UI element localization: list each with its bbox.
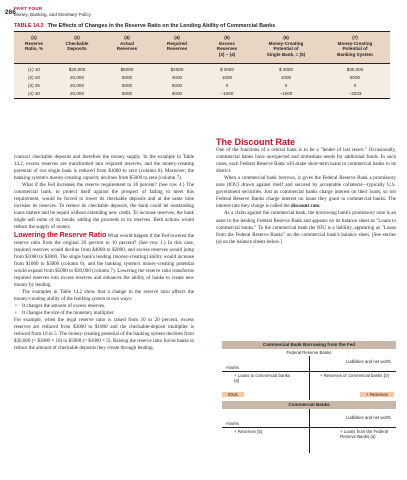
liability-entry: + Loans from the Federal Reserve Banks (a) — [340, 428, 389, 440]
body-paragraph — [14, 289, 194, 303]
t-account-rule — [222, 371, 396, 372]
section-heading: The Discount Rate — [216, 137, 296, 147]
page-number: 266 — [5, 9, 16, 16]
paragraph-text: in two ways: — [106, 295, 133, 302]
figure-title: Commercial Bank Borrowing from the Fed — [222, 341, 396, 349]
bullet-icon: • — [15, 310, 17, 317]
table-body — [14, 64, 390, 99]
fed-balance-sheet — [222, 341, 396, 400]
table-cell: $ 3000 — [278, 67, 294, 72]
t-account — [222, 356, 396, 400]
table-cell: (4) 30 — [27, 91, 40, 96]
running-header — [14, 6, 91, 18]
table-cell: $ 3000 — [219, 67, 235, 72]
body-paragraph — [216, 175, 396, 210]
paragraph-text: The examples in Table 14.2 show that a change in the reserve ratio affects the money-creating ability of the — [14, 288, 194, 302]
table-header — [14, 31, 390, 64]
table-cell: 4000 — [171, 75, 183, 80]
part-title: Money, Banking, and Monetary Policy — [14, 12, 91, 17]
ious-flow-box: IOUs — [222, 392, 244, 397]
table-cell: −3333 — [348, 91, 362, 96]
table-cell: 5000 — [121, 91, 133, 96]
asset-entry: + Loans to commercial banks (a) — [234, 372, 291, 384]
t-account-divider — [309, 409, 310, 453]
column-header-4: (4) Required Reserves — [166, 35, 188, 52]
liability-entry: + Reserves of commercial banks (b) — [320, 372, 389, 378]
bullet-icon: • — [15, 302, 17, 309]
column-header-7: (7) Money-Creating Potential of Banking System — [337, 35, 373, 57]
bullet-item — [14, 310, 194, 317]
table-cell: 5000 — [349, 75, 361, 80]
table-cell: 0 — [225, 83, 229, 88]
column-header-3: (3) Actual Reserves — [116, 35, 138, 52]
body-paragraph: What if the Fed increases the reserve requirement to 30 percent? (See row 4.) The commercial bank, to protect itself against the prospect of failing to meet this requirement, would be forced to lower its checkable deposits and at the same time increase its reserves. To reduce its checkable deposits, the bank could let outstanding loans mature and be repaid without extending new credit. To increase reserves, the bank might sell some of its bonds, adding the proceeds to its reserves. Both actions would reduce the supply of money. — [14, 182, 194, 231]
body-paragraph: As a claim against the commercial bank, the borrowing bank's promissory note is an asset to the lending Federal Reserve Bank and appears on its balance sheet as "Loans to commercial banks." To the commercial bank the IOU is a liability, appearing as "Loans from the Federal Reserve Banks" on the commercial bank's balance sheet. [See entries (a) on the balance sheets below.] — [216, 210, 396, 245]
table-number: TABLE 14.2 — [14, 23, 44, 29]
table-cell: (1) 10 — [27, 67, 40, 72]
table-caption: The Effects of Changes in the Reserve Ratio on the Lending Ability of Commercial Banks — [47, 23, 276, 29]
bank-balance-sheet — [222, 401, 396, 453]
table-cell: 20,000 — [69, 75, 85, 80]
part-label: PART FOUR — [14, 6, 43, 11]
sheet-subtitle: Commercial Banks — [222, 401, 396, 409]
asset-entry: + Reserves (b) — [234, 428, 263, 434]
t-account-rule — [222, 427, 396, 428]
table-cell: 1000 — [221, 75, 233, 80]
sheet-subtitle: Federal Reserve Banks — [286, 349, 332, 355]
column-header-2: (2) Checkable Deposits — [65, 35, 89, 52]
table-cell: 1000 — [280, 75, 292, 80]
column-header-5: (5) Excess Reserves (3) − (4) — [216, 35, 238, 57]
bullet-item — [14, 303, 194, 310]
bullet-text: It changes the size of the monetary multiplier. — [22, 310, 115, 317]
table-cell: $20,000 — [68, 67, 86, 72]
body-paragraph: One of the functions of a central bank is to be a "lender of last resort." Occasionally, commercial banks have unexpected and immediate needs for additional funds. In such cases, each Federal Reserve Bank will make short-term loans to commercial banks in its district. — [216, 147, 396, 175]
paragraph-text: What would happen if the Fed lowered the reserve ratio from the original 20 percent to 10 percent? (See row 1.) In this case, required reserves would decline from $4000 to $2000, and excess reserves would jump from $1000 to $3000. The single bank's lending (money-creating) ability would increase from $1000 to $3000 (column 6), and the banking system's money-creating potential would expand from $5000 to $30,000 (column 7). Lowering the reserve ratio transforms required reserves into excess reserves and enhances the ability of banks to create new money by lending. — [14, 232, 194, 288]
table-cell: (2) 20 — [27, 75, 40, 80]
table-cell: 20,000 — [69, 91, 85, 96]
table-cell: 5000 — [121, 75, 133, 80]
t-account-divider — [309, 356, 310, 400]
key-term: discount rate. — [290, 203, 321, 210]
table-cell: 0 — [284, 83, 288, 88]
section-heading: Lowering the Reserve Ratio — [14, 231, 107, 239]
column-header-6: (6) Money-Creating Potential of Single Bank, = (5) — [266, 35, 306, 57]
table-cell: 20,000 — [69, 83, 85, 88]
left-column — [14, 154, 194, 352]
body-paragraph — [14, 232, 194, 289]
assets-label: Assets — [226, 420, 239, 426]
body-paragraph: For example, when the legal reserve ratio is raised from 10 to 20 percent, excess reserves are reduced from $3000 to $1000 and the checkable-deposit multiplier is reduced from 10 to 5. The money-creating potential of the banking system declines from $30,000 (= $3000 × 10) to $5000 (= $1000 × 5). Raising the reserve ratio forces banks to reduce the amount of checkable deposits they create through lending. — [14, 317, 195, 352]
table-cell: −1000 — [279, 91, 293, 96]
table-cell: $5000 — [120, 67, 134, 72]
reserve-ratio-table — [14, 31, 390, 99]
liabilities-label: Liabilities and net worth — [346, 358, 391, 364]
table-cell: (3) 25 — [27, 83, 40, 88]
assets-label: Assets — [226, 364, 239, 370]
t-account — [222, 409, 396, 453]
table-title — [14, 23, 275, 29]
table-cell: 6000 — [171, 91, 183, 96]
table-cell: 0 — [353, 83, 357, 88]
paragraph-text: When a commercial bank borrows, it gives the Federal Reserve Bank a promissory note (IOU) drawn against itself and secured by acceptable collateral—typically U.S. government securities. Just as commercial banks charge interest on their loans, so too Federal Reserve Banks charge interest on loans they grant to commercial banks. The interest rate they charge is called the — [216, 175, 396, 210]
emphasis-text: banking system — [74, 295, 105, 302]
table-cell: 5000 — [121, 83, 133, 88]
liabilities-label: Liabilities and net worth — [346, 414, 391, 420]
table-cell: 5000 — [171, 83, 183, 88]
reserves-flow-box: + Reserves — [360, 392, 394, 397]
column-header-1: (1) Reserve Ratio, % — [24, 35, 44, 52]
table-cell: $2000 — [170, 67, 184, 72]
table-cell: −1000 — [220, 91, 234, 96]
bullet-text: It changes the amount of excess reserves. — [22, 302, 106, 309]
right-column — [216, 139, 396, 246]
table-cell: $30,000 — [346, 67, 364, 72]
body-paragraph: contract checkable deposits and therefore the money supply. In the example in Table 14.2, excess reserves are transformed into required reserves, and the money-creating potential of our single bank is reduced from $1000 to zero (column 6). Moreover, the banking system's money-creating capacity declines from $5000 to zero (column 7). — [14, 154, 194, 182]
